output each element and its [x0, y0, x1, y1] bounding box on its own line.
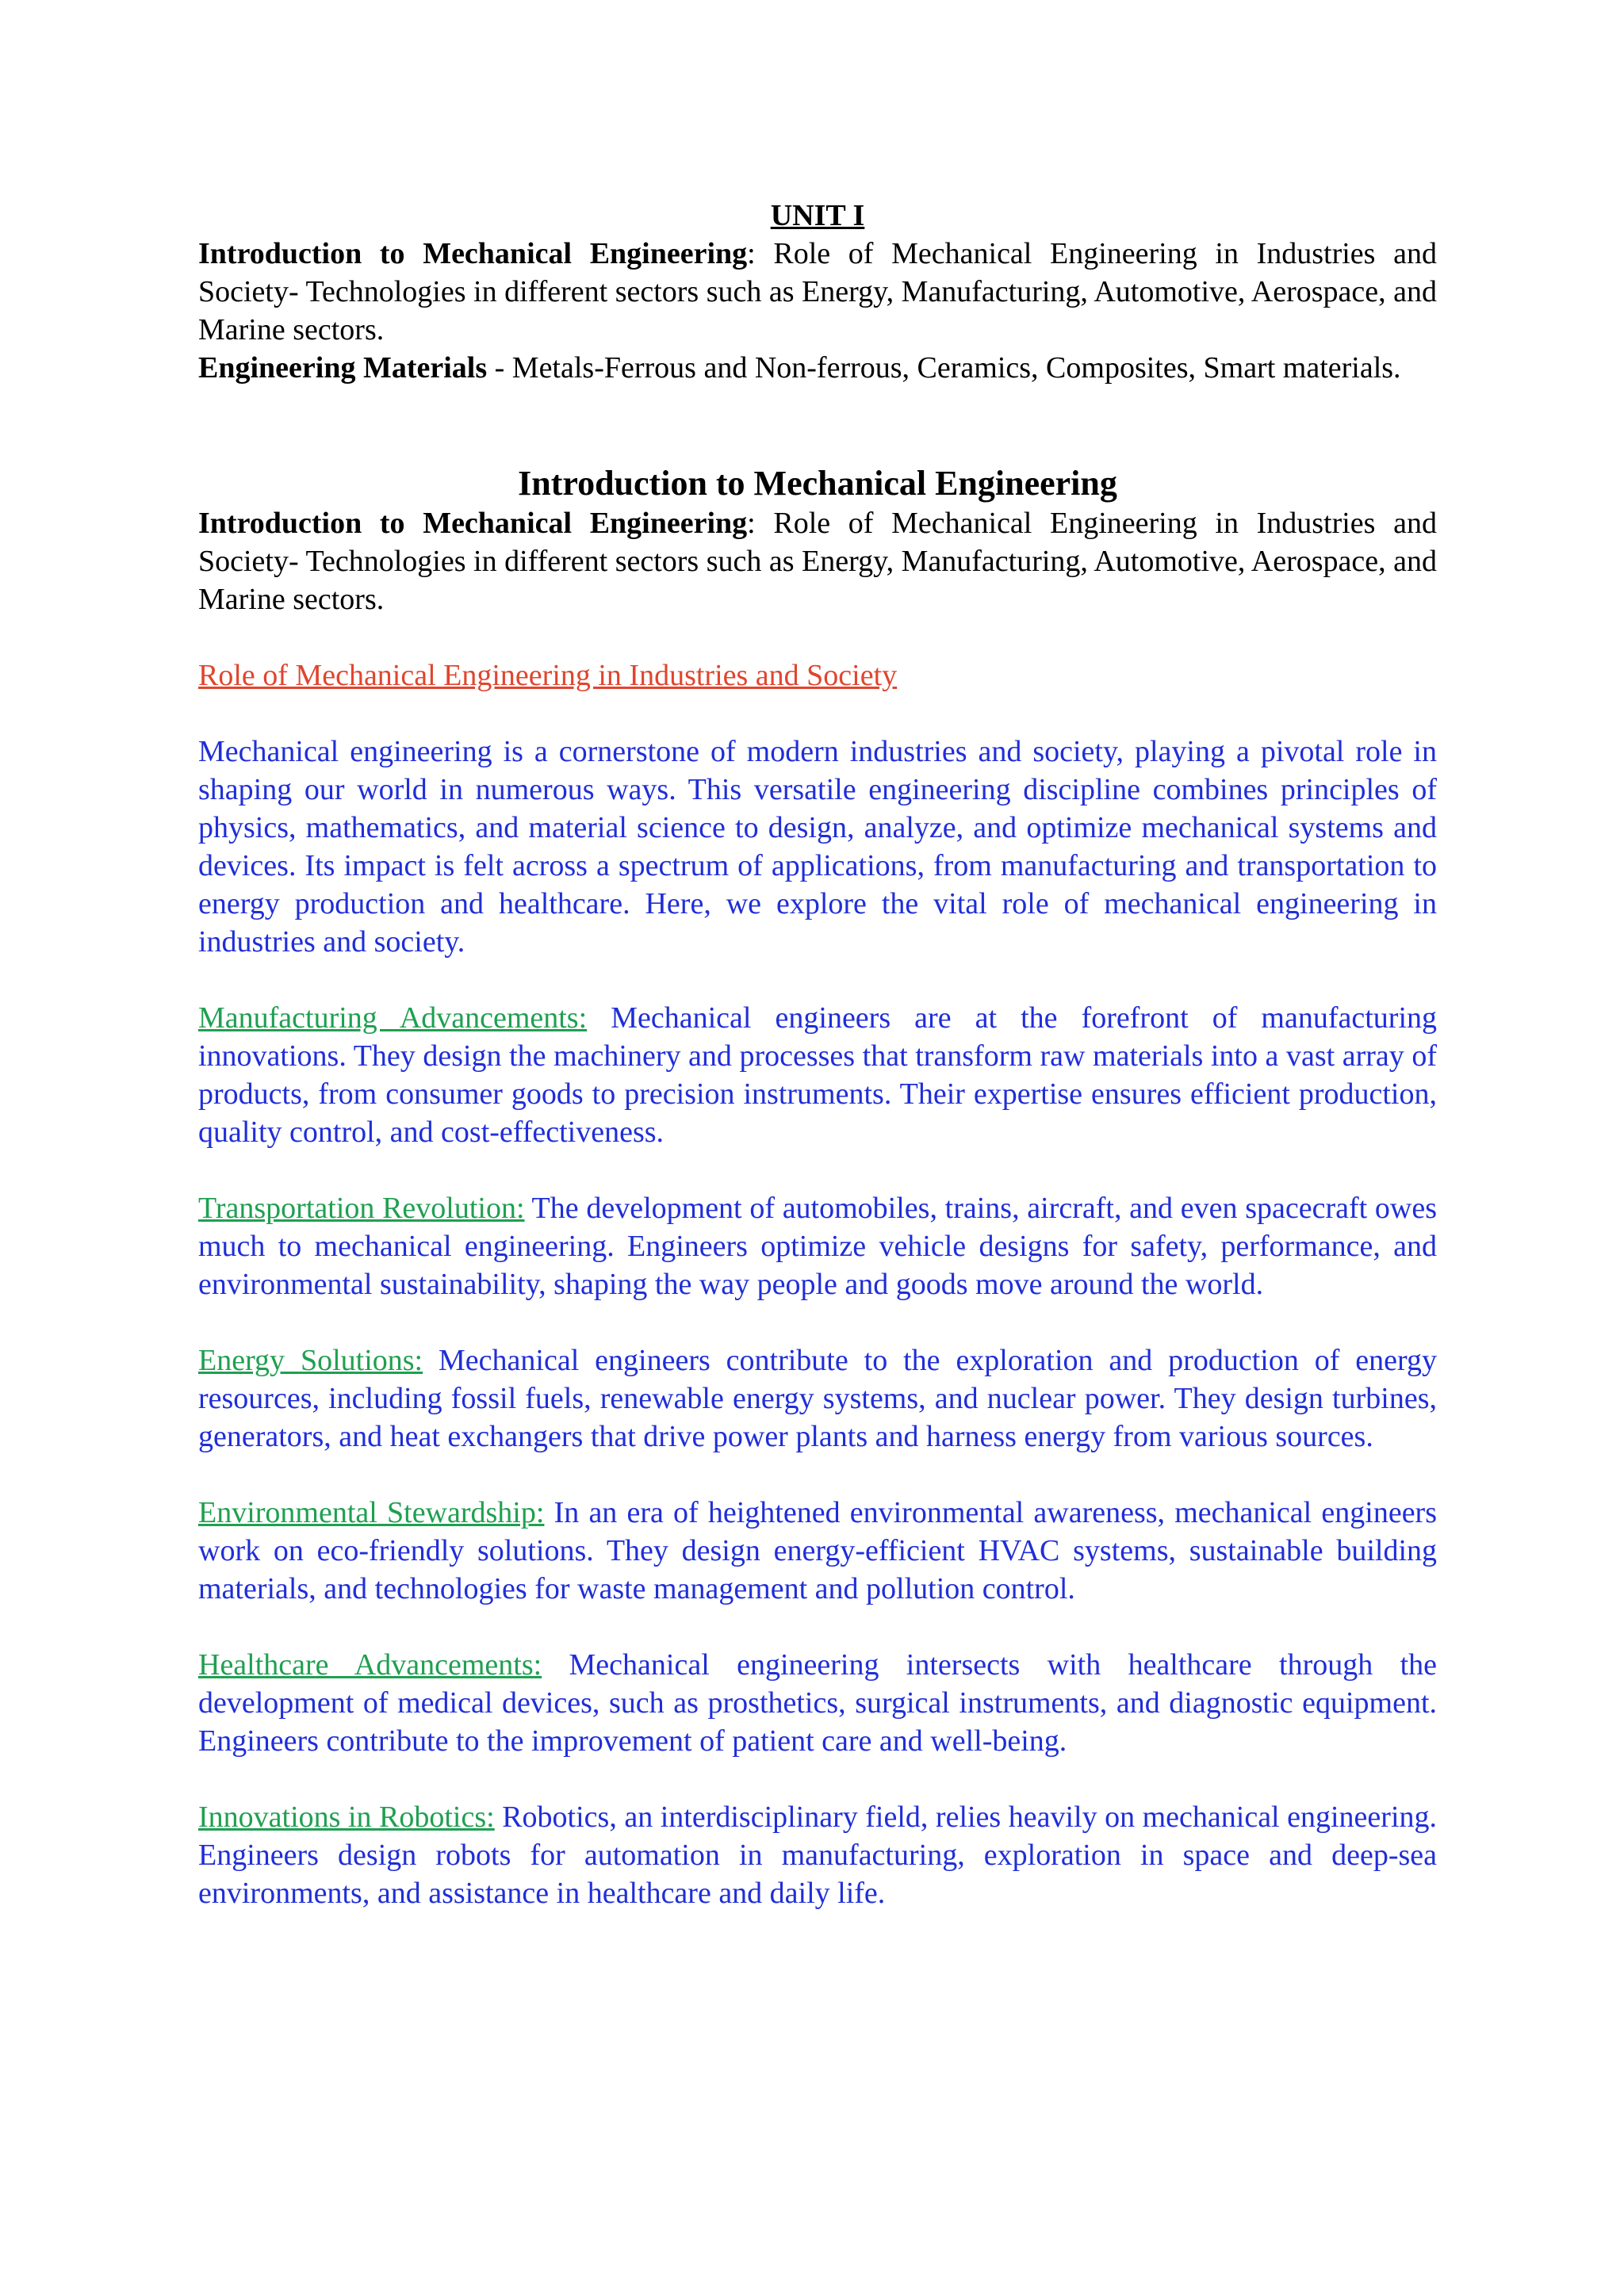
unit-title: UNIT I [770, 199, 865, 232]
document-page [198, 197, 1437, 1912]
role-item-label: Manufacturing Advancements: [198, 1001, 588, 1035]
spacer [198, 695, 1437, 733]
syllabus-intro-text: : Role of Mechanical Engineering in Industries and Society- Technologies in different sectors such as Energy, Manufacturing, Automotive, Aerospace, and Marine sectors. [198, 237, 1437, 346]
section-title: Introduction to Mechanical Engineering [518, 464, 1117, 503]
syllabus-intro-bold: Introduction to Mechanical Engineering [198, 237, 748, 270]
spacer [198, 387, 1437, 463]
role-heading: Role of Mechanical Engineering in Industries and Society [198, 659, 898, 692]
role-item-text: Mechanical engineering intersects with healthcare through the development of medical devices, such as prosthetics, surgical instruments, and diagnostic equipment. Engineers contribute to the improvement of patient care and well-being. [198, 1648, 1437, 1758]
role-item-label: Transportation Revolution: [198, 1192, 525, 1225]
role-item-text: Mechanical engineers are at the forefront of manufacturing innovations. They design the machinery and processes that transform raw materials into a vast array of products, from consumer goods to precision instruments. Their expertise ensures efficient production, quality control, and cost-effectiveness. [198, 1001, 1437, 1149]
role-item-healthcare [198, 1646, 1437, 1760]
section-intro-text: : Role of Mechanical Engineering in Industries and Society- Technologies in different sectors such as Energy, Manufacturing, Automotive, Aerospace, and Marine sectors. [198, 507, 1437, 616]
spacer [198, 1760, 1437, 1798]
role-item-text: Mechanical engineers contribute to the exploration and production of energy resources, including fossil fuels, renewable energy systems, and nuclear power. They design turbines, generators, and heat exchangers that drive power plants and harness energy from various sources. [198, 1344, 1437, 1453]
role-intro-paragraph: Mechanical engineering is a cornerstone of modern industries and society, playing a pivotal role in shaping our world in numerous ways. This versatile engineering discipline combines principles of physics, mathematics, and material science to design, analyze, and optimize mechanical systems and devices. Its impact is felt across a spectrum of applications, from manufacturing and transportation to energy production and healthcare. Here, we explore the vital role of mechanical engineering in industries and society. [198, 735, 1437, 959]
role-item-environment [198, 1494, 1437, 1608]
spacer [198, 1303, 1437, 1341]
role-item-label: Innovations in Robotics: [198, 1800, 495, 1834]
role-item-robotics [198, 1798, 1437, 1912]
role-item-label: Environmental Stewardship: [198, 1496, 545, 1529]
spacer [198, 961, 1437, 999]
syllabus-materials-paragraph [198, 349, 1437, 387]
spacer [198, 1608, 1437, 1646]
role-item-label: Energy Solutions: [198, 1344, 423, 1377]
spacer [198, 618, 1437, 656]
role-item-energy [198, 1341, 1437, 1456]
role-item-label: Healthcare Advancements: [198, 1648, 542, 1682]
spacer [198, 1456, 1437, 1494]
role-item-manufacturing [198, 999, 1437, 1151]
role-item-text: Robotics, an interdisciplinary field, relies heavily on mechanical engineering. Engineers design robots for automation in manufacturing, exploration in space and deep-sea environments, and assistance in healthcare and daily life. [198, 1800, 1437, 1910]
syllabus-materials-text: - Metals-Ferrous and Non-ferrous, Ceramics, Composites, Smart materials. [487, 351, 1401, 385]
syllabus-intro-paragraph [198, 235, 1437, 349]
section-intro-bold: Introduction to Mechanical Engineering [198, 507, 748, 540]
role-item-transportation [198, 1189, 1437, 1303]
role-item-text: The development of automobiles, trains, aircraft, and even spacecraft owes much to mechanical engineering. Engineers optimize vehicle designs for safety, performance, and environmental sustainability, shaping the way people and goods move around the world. [198, 1192, 1437, 1301]
section-intro-paragraph [198, 504, 1437, 618]
role-item-text: In an era of heightened environmental awareness, mechanical engineers work on eco-friendly solutions. They design energy-efficient HVAC systems, sustainable building materials, and technologies for waste management and pollution control. [198, 1496, 1437, 1605]
spacer [198, 1151, 1437, 1189]
syllabus-materials-bold: Engineering Materials [198, 351, 488, 385]
